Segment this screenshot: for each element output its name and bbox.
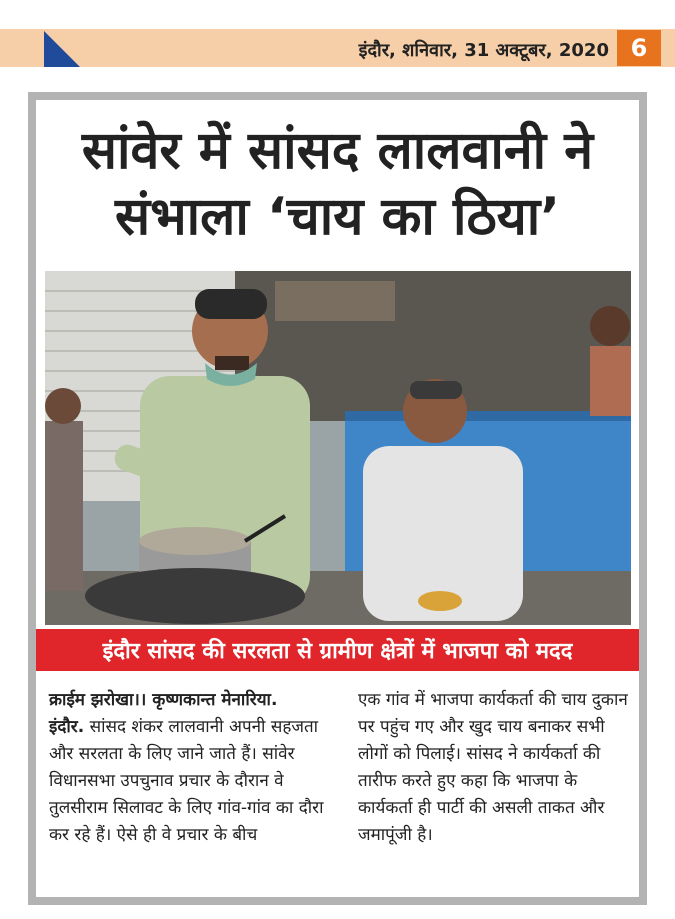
headline-line-1: सांवेर में सांसद लालवानी ने [81,121,594,181]
headline [36,118,639,250]
header-triangle-icon [44,31,80,67]
byline: क्राईम झरोखा।। कृष्णकान्त मेनारिया. [49,690,278,710]
news-photo [45,271,631,625]
dateline: इंदौर, शनिवार, 31 अक्टूबर, 2020 [358,40,609,61]
article-body-part-2: एक गांव में भाजपा कार्यकर्ता की चाय दुकान पर पहुंच गए और खुद चाय बनाकर सभी लोगों को पिलाई। सांसद ने कार्यकर्ता की तारीफ करते हुए कहा कि भाजपा के कार्यकर्ता ही पार्टी की असली ताकत और जमापूंजी है। [358,690,628,845]
page-number: 6 [617,30,661,66]
headline-line-2: संभाला ‘चाय का ठिया’ [114,187,561,247]
article-column-2 [358,687,628,849]
article-frame [28,92,647,905]
dateline-place: इंदौर. [49,717,85,737]
subheadline-banner: इंदौर सांसद की सरलता से ग्रामीण क्षेत्रों में भाजपा को मदद [36,629,639,671]
news-photo-icon [45,271,631,625]
article-column-1 [49,687,329,849]
article-body-part-1: सांसद शंकर लालवानी अपनी सहजता और सरलता के लिए जाने जाते हैं। सांवेर विधानसभा उपचुनाव प्रचार के दौरान वे तुलसीराम सिलावट के लिए गांव-गांव का दौरा कर रहे हैं। ऐसे ही वे प्रचार के बीच [49,717,324,845]
